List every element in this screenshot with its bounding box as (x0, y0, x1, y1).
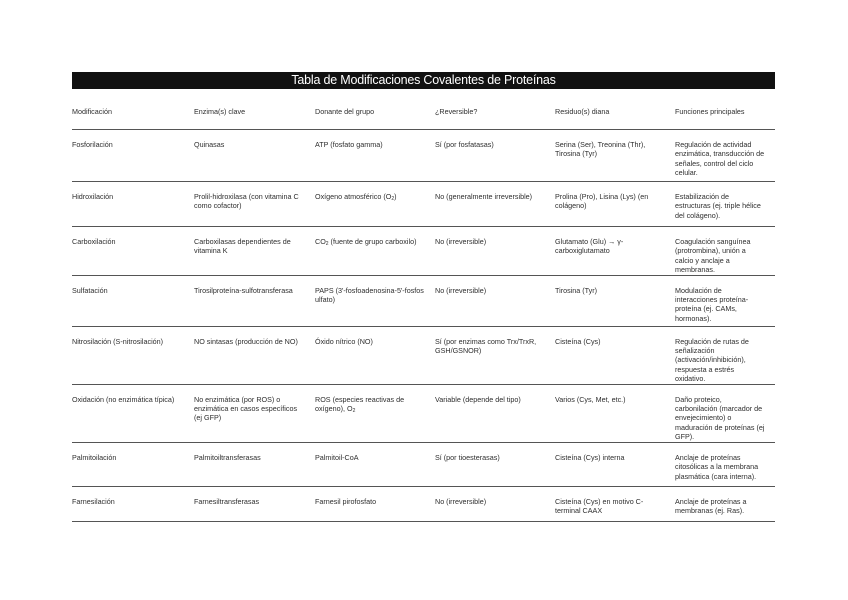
cell-modification: Sulfatación (72, 275, 194, 326)
cell-enzyme: NO sintasas (producción de NO) (194, 326, 315, 384)
donor-text-end: ) (394, 192, 397, 201)
cell-function: Estabilización de estructuras (ej. triple hélice del colágeno). (675, 182, 775, 227)
table-row (72, 442, 775, 486)
cell-modification: Oxidación (no enzimática típica) (72, 384, 194, 442)
cell-reversible: No (irreversible) (435, 227, 555, 276)
cell-residue: Varios (Cys, Met, etc.) (555, 384, 675, 442)
table-row (72, 384, 775, 442)
cell-residue: Cisteína (Cys) en motivo C-terminal CAAX (555, 486, 675, 521)
cell-reversible: No (generalmente irreversible) (435, 182, 555, 227)
cell-residue: Cisteína (Cys) (555, 326, 675, 384)
cell-residue: Cisteína (Cys) interna (555, 442, 675, 486)
cell-reversible: Sí (por tioesterasas) (435, 442, 555, 486)
cell-reversible: No (irreversible) (435, 275, 555, 326)
cell-modification: Nitrosilación (S-nitrosilación) (72, 326, 194, 384)
table-row (72, 227, 775, 276)
cell-function: Regulación de actividad enzimática, transducción de señales, control del ciclo celular. (675, 130, 775, 182)
cell-reversible: No (irreversible) (435, 486, 555, 521)
cell-enzyme: Carboxilasas dependientes de vitamina K (194, 227, 315, 276)
cell-donor: ATP (fosfato gamma) (315, 130, 435, 182)
cell-modification: Farnesilación (72, 486, 194, 521)
cell-residue: Prolina (Pro), Lisina (Lys) (en colágeno) (555, 182, 675, 227)
cell-reversible: Sí (por fosfatasas) (435, 130, 555, 182)
cell-residue: Tirosina (Tyr) (555, 275, 675, 326)
modifications-table (72, 89, 775, 522)
table-row (72, 486, 775, 521)
cell-reversible: Variable (depende del tipo) (435, 384, 555, 442)
donor-text: Oxígeno atmosférico (O (315, 192, 392, 201)
cell-modification: Hidroxilación (72, 182, 194, 227)
donor-text: ROS (especies reactivas de oxígeno), O (315, 394, 405, 414)
cell-function: Modulación de interacciones proteína-proteína (ej. CAMs, hormonas). (675, 275, 775, 326)
donor-text: CO (315, 237, 326, 246)
cell-enzyme: Quinasas (194, 130, 315, 182)
table-row (72, 326, 775, 384)
cell-residue: Glutamato (Glu) → γ-carboxiglutamato (555, 227, 675, 276)
cell-modification: Carboxilación (72, 227, 194, 276)
cell-donor (315, 227, 435, 276)
cell-enzyme: No enzimática (por ROS) o enzimática en casos específicos (ej GFP) (194, 384, 315, 442)
cell-residue: Serina (Ser), Treonina (Thr), Tirosina (Tyr) (555, 130, 675, 182)
cell-enzyme: Tirosilproteína-sulfotransferasa (194, 275, 315, 326)
cell-donor: PAPS (3'-fosfoadenosina-5'-fosfosulfato) (315, 275, 435, 326)
cell-function: Regulación de rutas de señalización (activación/inhibición), respuesta a estrés oxidativo. (675, 326, 775, 384)
document-page (72, 72, 775, 522)
cell-modification: Palmitoilación (72, 442, 194, 486)
table-row (72, 182, 775, 227)
column-header-modification: Modificación (72, 89, 194, 130)
column-header-enzyme: Enzima(s) clave (194, 89, 315, 130)
cell-function: Daño proteico, carbonilación (marcador de envejecimiento) o maduración de proteínas (ej GFP). (675, 384, 775, 442)
column-header-residue: Residuo(s) diana (555, 89, 675, 130)
cell-enzyme: Farnesiltransferasas (194, 486, 315, 521)
header-row (72, 89, 775, 130)
column-header-donor: Donante del grupo (315, 89, 435, 130)
cell-donor (315, 384, 435, 442)
table-row (72, 275, 775, 326)
cell-function: Coagulación sanguínea (protrombina), unión a calcio y anclaje a membranas. (675, 227, 775, 276)
cell-donor: Palmitoil-CoA (315, 442, 435, 486)
cell-enzyme: Prolil-hidroxilasa (con vitamina C como cofactor) (194, 182, 315, 227)
subscript: 2 (325, 241, 329, 247)
table-title: Tabla de Modificaciones Covalentes de Proteínas (72, 72, 775, 89)
column-header-reversible: ¿Reversible? (435, 89, 555, 130)
table-row (72, 130, 775, 182)
cell-reversible: Sí (por enzimas como Trx/TrxR, GSH/GSNOR) (435, 326, 555, 384)
cell-modification: Fosforilación (72, 130, 194, 182)
cell-donor: Farnesil pirofosfato (315, 486, 435, 521)
column-header-function: Funciones principales (675, 89, 775, 130)
subscript: 2 (391, 196, 395, 202)
cell-donor: Óxido nítrico (NO) (315, 326, 435, 384)
cell-function: Anclaje de proteínas citosólicas a la membrana plasmática (cara interna). (675, 442, 775, 486)
subscript: 2 (352, 408, 356, 415)
cell-function: Anclaje de proteínas a membranas (ej. Ras). (675, 486, 775, 521)
cell-donor (315, 182, 435, 227)
cell-enzyme: Palmitoiltransferasas (194, 442, 315, 486)
donor-text-end: (fuente de grupo carboxilo) (328, 237, 417, 246)
